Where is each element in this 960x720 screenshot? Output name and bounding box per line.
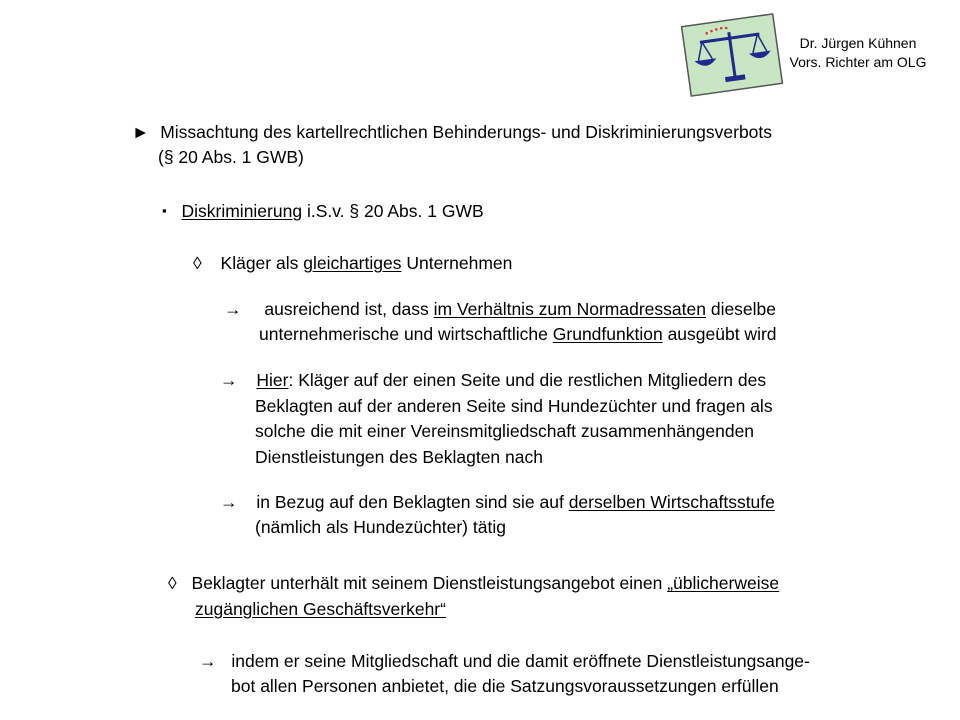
item-rest: i.S.v. § 20 Abs. 1 GWB	[302, 201, 484, 221]
item-diskriminierung	[162, 199, 484, 223]
arrow-point-2-line-4: Dienstleistungen des Beklagten nach	[255, 447, 543, 467]
heading-line-2: (§ 20 Abs. 1 GWB)	[158, 147, 304, 167]
arrow4-line1: indem er seine Mitgliedschaft und die damit eröffnete Dienstleistungsange-	[231, 651, 810, 671]
author-name: Dr. Jürgen Kühnen	[799, 35, 917, 51]
sub-term: gleichartiges	[303, 253, 402, 273]
arrow-point-4-line-2: bot allen Personen anbietet, die die Satzungsvoraussetzungen erfüllen	[231, 676, 779, 696]
sub-pre: Kläger als	[220, 253, 304, 273]
arrow1-line2-post: ausgeübt wird	[662, 324, 777, 344]
arrow-point-2	[220, 368, 766, 392]
arrow-point-3-line-2: (nämlich als Hundezüchter) tätig	[255, 517, 506, 537]
sub-klaeger	[193, 251, 512, 275]
arrow1-term: im Verhältnis zum Normadressaten	[433, 299, 706, 319]
arrow-point-2-line-3: solche die mit einer Vereinsmitgliedschaft zusammenhängenden	[255, 421, 755, 441]
sub-beklagter	[168, 571, 779, 595]
arrow-point-1-line-2	[259, 322, 777, 346]
arrow1-line2-term: Grundfunktion	[552, 324, 663, 344]
arrow1-post: dieselbe	[705, 299, 777, 319]
arrow-point-3	[220, 490, 775, 514]
arrow3-pre: in Bezug auf den Beklagten sind sie auf	[256, 492, 569, 512]
arrow1-line2-pre: unternehmerische und wirtschaftliche	[259, 324, 553, 344]
heading-text: Missachtung des kartellrechtlichen Behinderungs- und Diskriminierungsverbots	[160, 122, 773, 142]
sub2-term: „üblicherweise	[667, 573, 780, 593]
arrow-icon: →	[220, 370, 238, 390]
arrow-icon: →	[220, 492, 238, 512]
sub2-pre: Beklagter unterhält mit seinem Dienstleistungsangebot einen	[191, 573, 668, 593]
sub-beklagter-line-2: zugänglichen Geschäftsverkehr“	[195, 599, 446, 619]
arrow2-term: Hier	[256, 370, 289, 390]
arrow-point-1	[224, 297, 776, 321]
heading-line-1	[132, 120, 772, 144]
sub-post: Unternehmen	[401, 253, 513, 273]
sub-bullet: ◊	[168, 573, 177, 593]
author-title: Vors. Richter am OLG	[789, 54, 927, 70]
item-term: Diskriminierung	[181, 201, 303, 221]
arrow-icon: →	[199, 651, 217, 671]
arrow2-post: : Kläger auf der einen Seite und die restlichen Mitgliedern des	[288, 370, 767, 390]
arrow3-term: derselben Wirtschaftsstufe	[568, 492, 775, 512]
sub-bullet: ◊	[193, 253, 202, 273]
arrow-point-2-line-2: Beklagten auf der anderen Seite sind Hundezüchter und fragen als	[255, 396, 773, 416]
heading-bullet: ►	[132, 122, 150, 142]
item-bullet: ▪	[162, 203, 167, 218]
scales-of-justice-icon	[678, 12, 786, 98]
arrow1-pre: ausreichend ist, dass	[264, 299, 434, 319]
author-block	[778, 34, 938, 72]
arrow-point-4	[199, 649, 810, 673]
arrow-icon: →	[224, 299, 242, 319]
